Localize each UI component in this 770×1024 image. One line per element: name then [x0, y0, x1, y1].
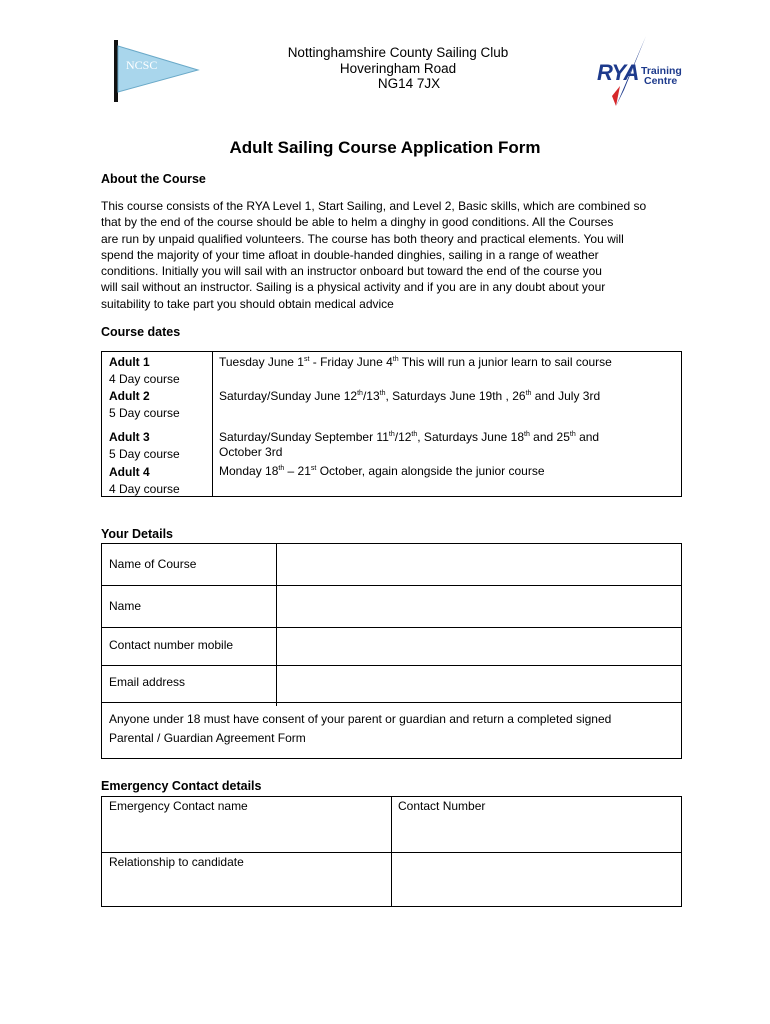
form-title: Adult Sailing Course Application Form	[229, 138, 541, 157]
club-road: Hoveringham Road	[339, 60, 457, 76]
name-of-course-field[interactable]	[277, 544, 682, 585]
emergency-contact-name-label: Emergency Contact name	[109, 799, 248, 813]
rya-caption-line-2: Centre	[644, 75, 678, 87]
about-line: suitability to take part you should obtain medical advice	[101, 296, 394, 311]
course-duration: 4 Day course	[109, 372, 180, 386]
course-dates-text: Saturday/Sunday September 11th/12th, Saturdays June 18th and 25th and October 3rd	[219, 430, 600, 459]
consent-line: Anyone under 18 must have consent of your parent or guardian and return a completed signed	[109, 712, 612, 726]
rya-logo-caption	[641, 66, 682, 86]
about-heading: About the Course	[101, 172, 206, 186]
course-name: Adult 1	[109, 355, 150, 369]
guardian-consent-note	[109, 710, 611, 748]
contact-number-label: Contact number mobile	[109, 638, 234, 652]
table-row-divider	[102, 702, 681, 703]
emergency-contact-number-field[interactable]	[392, 815, 681, 851]
club-postcode: NG14 7JX	[377, 76, 441, 91]
about-line: spend the majority of your time afloat in double-handed dinghies, sailing in a range of weather	[101, 247, 599, 262]
email-address-label: Email address	[109, 675, 186, 689]
emergency-extra-field[interactable]	[392, 853, 681, 906]
course-dates-table	[101, 351, 682, 497]
name-field[interactable]	[277, 586, 682, 627]
about-line: This course consists of the RYA Level 1, Start Sailing, and Level 2, Basic skills, which are combined so	[101, 199, 647, 213]
relationship-field[interactable]	[102, 871, 390, 906]
course-name: Adult 2	[109, 389, 150, 403]
course-dates-text: Tuesday June 1st - Friday June 4th This will run a junior learn to sail course	[219, 355, 612, 369]
name-label: Name	[109, 599, 142, 613]
course-dates-heading: Course dates	[101, 325, 181, 339]
emergency-contact-table	[101, 796, 682, 907]
email-address-field[interactable]	[277, 666, 682, 702]
course-duration: 5 Day course	[109, 447, 180, 461]
your-details-table	[101, 543, 682, 759]
contact-number-label: Contact Number	[398, 799, 486, 813]
course-dates-text: Saturday/Sunday June 12th/13th, Saturdays June 19th , 26th and July 3rd	[219, 389, 601, 403]
course-duration: 5 Day course	[109, 406, 180, 420]
table-divider	[212, 352, 213, 496]
about-line: are run by unpaid qualified volunteers. The course has both theory and practical elements. You will	[101, 231, 624, 246]
ncsc-logo-text: NCSC	[126, 58, 158, 72]
your-details-heading: Your Details	[101, 527, 174, 541]
about-line: that by the end of the course should be able to helm a dinghy in good conditions. All the Courses	[101, 215, 614, 230]
about-paragraph	[101, 198, 701, 312]
emergency-contact-name-field[interactable]	[102, 815, 390, 851]
contact-number-field[interactable]	[277, 628, 682, 665]
course-name: Adult 3	[109, 430, 150, 444]
course-duration: 4 Day course	[109, 482, 180, 496]
club-address	[278, 45, 518, 92]
consent-line: Parental / Guardian Agreement Form	[109, 731, 306, 745]
course-name: Adult 4	[109, 465, 150, 479]
course-dates-text: Monday 18th – 21st October, again alongside the junior course	[219, 464, 545, 478]
about-line: conditions. Initially you will sail with an instructor onboard but toward the end of the course you	[101, 264, 602, 279]
emergency-heading: Emergency Contact details	[101, 779, 262, 793]
about-line: will sail without an instructor. Sailing is a physical activity and if you are in any doubt about your	[101, 280, 606, 295]
name-of-course-label: Name of Course	[109, 557, 197, 571]
rya-caption-line-1: Training	[641, 65, 682, 77]
club-name: Nottinghamshire County Sailing Club	[287, 45, 509, 60]
relationship-label: Relationship to candidate	[109, 855, 244, 869]
rya-logo-letters: RYA	[597, 60, 639, 85]
